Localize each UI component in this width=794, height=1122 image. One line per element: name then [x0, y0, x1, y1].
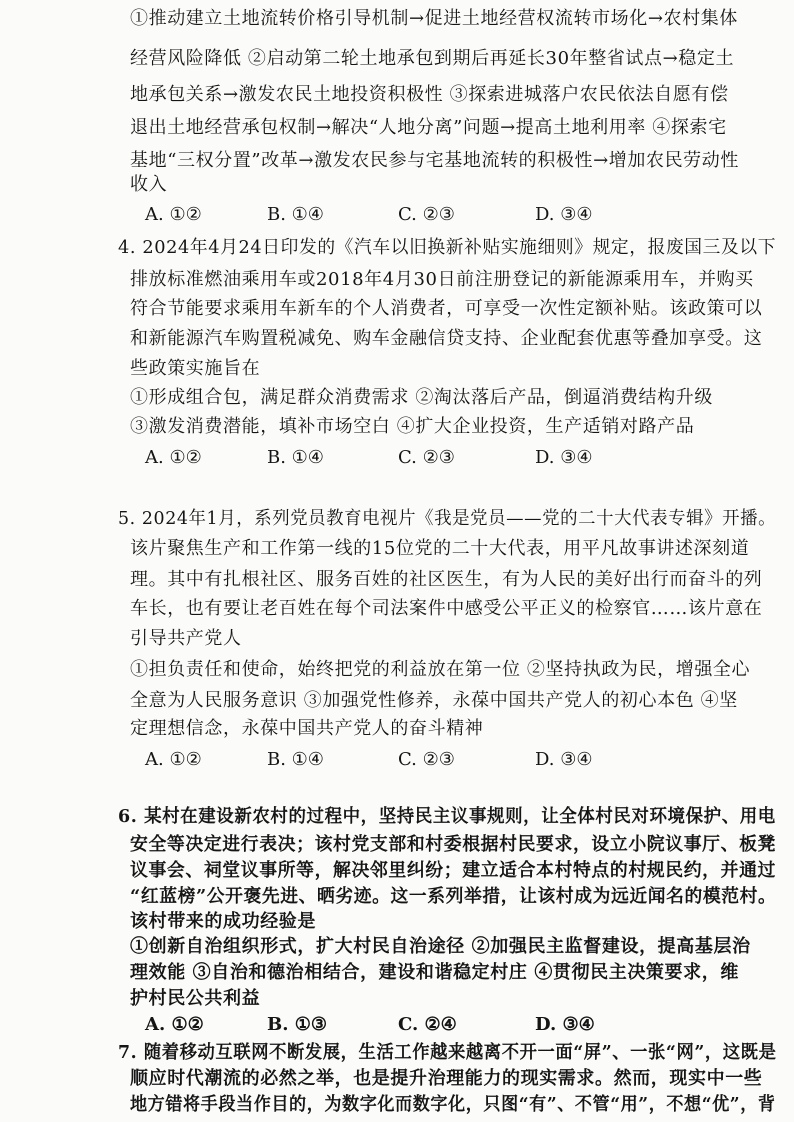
- q3-line: 退出土地经营承包权制→解决“人地分离”问题→提高土地利用率 ④探索宅: [130, 117, 727, 138]
- q4-line: 符合节能要求乘用车新车的个人消费者，可享受一次性定额补贴。该政策可以: [130, 298, 763, 319]
- q6-line: 理效能 ③自治和德治相结合，建设和谐稳定村庄 ④贯彻民主决策要求，维: [130, 962, 739, 983]
- q6-options: [145, 1014, 765, 1036]
- q4-line: ①形成组合包，满足群众消费需求 ②淘汰落后产品，倒逼消费结构升级: [130, 387, 713, 408]
- q5-options: [145, 749, 765, 771]
- q7-line: 7. 随着移动互联网不断发展，生活工作越来越离不开一面“屏”、一张“网”，这既是: [118, 1042, 777, 1063]
- q4-line: ③激发消费潜能，填补市场空白 ④扩大企业投资，生产适销对路产品: [130, 416, 695, 437]
- option-d: D. ③④: [535, 1014, 595, 1035]
- q3-options: [145, 204, 765, 226]
- option-b: B. ①③: [267, 1014, 328, 1035]
- q4-line: 排放标准燃油乘用车或2018年4月30日前注册登记的新能源乘用车，并购买: [130, 269, 754, 290]
- q3-line: 基地“三权分置”改革→激发农民参与宅基地流转的积极性→增加农民劳动性: [130, 150, 739, 171]
- q6-line: 该村带来的成功经验是: [130, 911, 316, 932]
- option-c: C. ②③: [398, 447, 455, 468]
- q3-line: 经营风险降低 ②启动第二轮土地承包到期后再延长30年整省试点→稳定土: [130, 48, 735, 69]
- q6-line: ①创新自治组织形式，扩大村民自治途径 ②加强民主监督建设，提高基层治: [130, 936, 751, 957]
- q4-options: [145, 447, 765, 469]
- q5-line: ①担负责任和使命，始终把党的利益放在第一位 ②坚持执政为民，增强全心: [130, 659, 751, 680]
- q6-line: 安全等决定进行表决；该村党支部和村委根据村民要求，设立小院议事厅、板凳: [130, 834, 776, 855]
- option-d: D. ③④: [535, 204, 593, 225]
- q3-line: 地承包关系→激发农民土地投资积极性 ③探索进城落户农民依法自愿有偿: [130, 84, 729, 105]
- q6-line: 议事会、祠堂议事所等，解决邻里纠纷；建立适合本村特点的村规民约，并通过: [130, 860, 776, 881]
- q6-line: “红蓝榜”公开褒先进、晒劣迹。这一系列举措，让该村成为远近闻名的模范村。: [130, 886, 777, 907]
- q7-line: 顺应时代潮流的必然之举，也是提升治理能力的现实需求。然而，现实中一些: [130, 1068, 763, 1089]
- option-a: A. ①②: [145, 447, 202, 468]
- option-b: B. ①④: [267, 749, 324, 770]
- q3-line: ①推动建立土地流转价格引导机制→促进土地经营权流转市场化→农村集体: [130, 8, 738, 29]
- option-b: B. ①④: [267, 204, 324, 225]
- option-c: C. ②④: [398, 1014, 457, 1035]
- option-a: A. ①②: [145, 204, 202, 225]
- option-d: D. ③④: [535, 749, 593, 770]
- q3-line: 收入: [130, 174, 168, 195]
- q5-line: 5. 2024年1月，系列党员教育电视片《我是党员——党的二十大代表专辑》开播。: [118, 508, 777, 529]
- q5-line: 引导共产党人: [130, 628, 242, 649]
- option-a: A. ①②: [145, 1014, 204, 1035]
- q6-line: 护村民公共利益: [130, 988, 261, 1009]
- option-d: D. ③④: [535, 447, 593, 468]
- q5-line: 该片聚焦生产和工作第一线的15位党的二十大代表，用平凡故事讲述深刻道: [130, 538, 750, 559]
- q4-line: 些政策实施旨在: [130, 358, 261, 379]
- option-a: A. ①②: [145, 749, 202, 770]
- q5-line: 定理想信念，永葆中国共产党人的奋斗精神: [130, 718, 484, 739]
- q5-line: 车长，也有要让老百姓在每个司法案件中感受公平正义的检察官……该片意在: [130, 598, 763, 619]
- option-c: C. ②③: [398, 749, 455, 770]
- q4-line: 4. 2024年4月24日印发的《汽车以旧换新补贴实施细则》规定，报废国三及以下: [118, 237, 777, 258]
- option-c: C. ②③: [398, 204, 455, 225]
- q7-line: 地方错将手段当作目的，为数字化而数字化，只图“有”、不管“用”，不想“优”，背: [130, 1094, 776, 1115]
- q4-line: 和新能源汽车购置税减免、购车金融信贷支持、企业配套优惠等叠加享受。这: [130, 328, 763, 349]
- q5-line: 理。其中有扎根社区、服务百姓的社区医生，有为人民的美好出行而奋斗的列: [130, 569, 763, 590]
- q5-line: 全意为人民服务意识 ③加强党性修养，永葆中国共产党人的初心本色 ④坚: [130, 690, 738, 711]
- q6-line: 6. 某村在建设新农村的过程中，坚持民主议事规则，让全体村民对环境保护、用电: [118, 806, 776, 827]
- option-b: B. ①④: [267, 447, 324, 468]
